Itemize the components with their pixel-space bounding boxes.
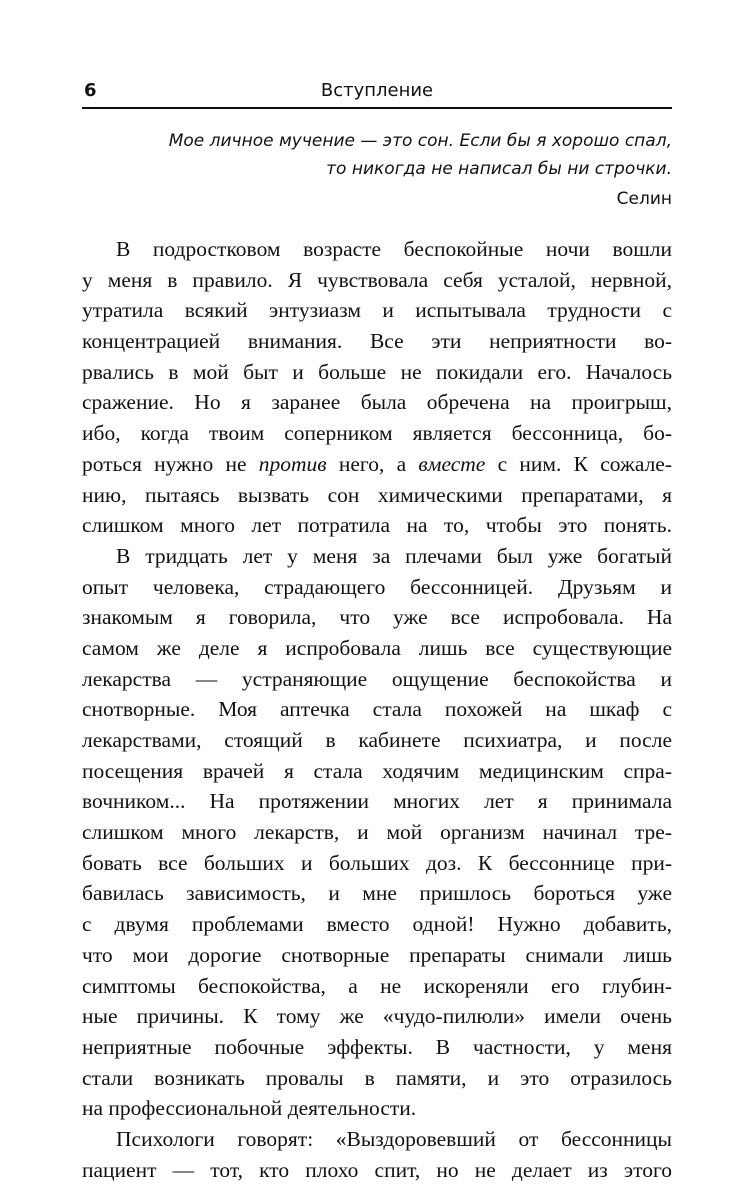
text-line: В тридцать лет у меня за плечами был уже богатый <box>116 543 672 568</box>
paragraph <box>82 234 672 541</box>
text-line: у меня в правило. Я чувствовала себя усталой, нервной, <box>82 267 672 292</box>
text-line: утратила всякий энтузиазм и испытывала трудности с <box>82 298 672 323</box>
paragraph <box>82 541 672 1124</box>
text-line: снотворные. Моя аптечка стала похожей на шкаф с <box>82 697 672 722</box>
text-line: на профессиональной деятельности. <box>82 1096 417 1121</box>
text-segment: роться нужно не <box>82 451 259 476</box>
text-line: с двумя проблемами вместо одной! Нужно добавить, <box>82 912 672 937</box>
text-line: знакомым я говорила, что уже все испробовала. На <box>82 605 672 630</box>
text-line: слишком много лекарств, и мой организм начинал тре- <box>82 820 672 845</box>
text-line: самом же деле я испробовала лишь все существующие <box>82 635 672 660</box>
epigraph-line: Мое личное мучение — это сон. Если бы я хорошо спал, <box>168 131 672 151</box>
text-line <box>82 449 672 480</box>
text-line: В подростковом возрасте беспокойные ночи вошли <box>116 237 672 261</box>
text-line: ные причины. К тому же «чудо-пилюли» имели очень <box>82 1004 672 1029</box>
text-line: что мои дорогие снотворные препараты снимали лишь <box>82 942 672 967</box>
header-rule <box>82 107 672 109</box>
text-line: симптомы беспокойства, а не искореняли его глубин- <box>82 973 672 998</box>
text-line: стали возникать провалы в памяти, и это отразилось <box>82 1065 672 1090</box>
epigraph-line: то никогда не написал бы ни строчки. <box>326 159 672 179</box>
running-header <box>82 80 672 104</box>
emphasis-text: против <box>258 451 327 476</box>
text-line: нию, пытаясь вызвать сон химическими препаратами, я <box>82 482 672 507</box>
chapter-title: Вступление <box>320 80 434 101</box>
text-segment: него, а <box>326 451 419 476</box>
text-line: вочником... На протяжении многих лет я принимала <box>82 789 672 814</box>
text-line: пациент — тот, кто плохо спит, но не делает из этого <box>82 1157 672 1182</box>
text-line: сражение. Но я заранее была обречена на проигрыш, <box>82 390 672 415</box>
body-text <box>82 234 672 1185</box>
text-line: Психологи говорят: «Выздоровевший от бессонницы <box>116 1126 672 1151</box>
emphasis-text: вместе <box>418 451 486 476</box>
text-line: лекарствами, стоящий в кабинете психиатра, и после <box>82 728 672 752</box>
paragraph <box>82 1124 672 1185</box>
text-segment: с ним. К сожале- <box>485 451 673 476</box>
text-line: ибо, когда твоим соперником является бессонница, бо- <box>82 421 672 446</box>
text-line: бовать все больших и больших доз. К бессоннице при- <box>82 850 672 875</box>
text-line: концентрацией внимания. Все эти неприятности во- <box>82 329 672 354</box>
text-line: бавилась зависимость, и мне пришлось бороться уже <box>82 881 672 906</box>
text-line: посещения врачей я стала ходячим медицинским спра- <box>82 758 672 783</box>
text-line: рвались в мой быт и больше не покидали его. Началось <box>82 359 672 384</box>
text-line: слишком много лет потратила на то, чтобы это понять. <box>82 513 672 538</box>
epigraph <box>82 127 672 213</box>
epigraph-author: Селин <box>616 189 672 209</box>
page-number: 6 <box>84 80 97 101</box>
text-line: неприятные побочные эффекты. В частности, у меня <box>82 1034 672 1059</box>
text-line: опыт человека, страдающего бессонницей. Друзьям и <box>82 574 672 599</box>
text-line: лекарства — устраняющие ощущение беспокойства и <box>82 666 672 691</box>
